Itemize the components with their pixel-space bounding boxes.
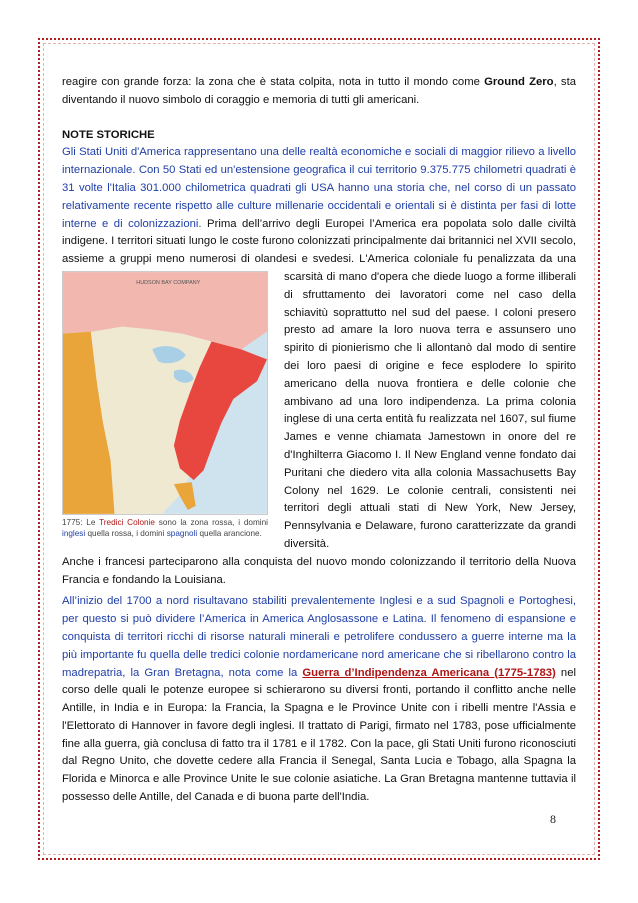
intro-paragraph (62, 74, 576, 110)
page-number: 8 (550, 812, 556, 826)
caption-blue: inglesi (62, 528, 86, 538)
french-paragraph: Anche i francesi parteciparono alla conquista del nuovo mondo colonizzando il territorio della Nuova Francia e fondando la Louisiana. (62, 555, 576, 586)
notes-black-text: Prima dell’arrivo degli Europei l’America era popolata solo dalle civiltà indigene. I territori situati lungo le coste furono colonizzati principalmente dai britannici nel XVII secolo, assieme a gruppi meno numerosi di olandesi e svedesi. L'America coloniale fu penalizzata da una scarsità di mano d'opera che diede luogo a (62, 217, 576, 283)
map-caption (62, 517, 268, 539)
caption-mid-1: sono la zona rossa, i domini (154, 517, 268, 527)
notes-black-text-cont: forme illiberali di sfruttamento dei lavoratori come nel caso della schiavitù soprattutto nel sud del paese. I coloni presero presto ad amare la loro nuova terra e assunsero uno spirito di pionierismo che li allontanò dal modo di sentire dei loro paesi di origine e fece esplodere lo spirito americano della nuova frontiera e delle colonie che ambivano ad una loro indipendenza. La prima colonia inglese di una certa entità fu realizzata nel 1607, sul fiume James e venne chiamata Jamestown in onore del re d'Inghilterra Giacomo I. Il New England venne fondato dai Puritani che diedero vita alla colonia Massachusetts Bay Colony nel 1629. Le colonie centrali, consistenti nei territori degli attuali stati di New York, New Jersey, Pennsylvania e Delaware, furono caratterizzate da grandi diversità. (284, 270, 577, 550)
map-figure (62, 271, 268, 539)
notes-block (62, 144, 576, 589)
caption-spagnoli: spagnoli (166, 528, 198, 538)
ground-zero-term: Ground Zero (484, 76, 554, 88)
notes-blue-text: Gli Stati Uniti d'America rappresentano una delle realtà economiche e sociali di maggior rilievo a livello internazionale. Con 50 Stati ed un'estensione geografica il cui territorio 9.375.775 chilometri quadrati è 31 volte l'Italia 301.000 chilometrica quadrati gli USA hanno una storia che, nel corso di un passato relativamente recente rispetto alle culture millenarie occidentali e orientali si è distinta per fasi di lotte interne e di colonizzazioni. (62, 146, 576, 230)
war-term: Guerra d’Indipendenza Americana (1775-1783) (302, 666, 556, 679)
caption-mid-2: quella rossa, i domini (85, 528, 167, 538)
caption-red: Tredici Colonie (99, 517, 155, 527)
caption-prefix: 1775: Le (62, 517, 100, 527)
section-title: NOTE STORICHE (62, 128, 155, 141)
intro-text-end: , sta diventando il nuovo simbolo di coraggio e memoria di tutti gli americani. (62, 76, 577, 106)
caption-suffix: quella arancione. (197, 528, 262, 538)
thirteen-colonies-map (62, 271, 268, 515)
final-black-text: nel corso delle quali le potenze europee si schierarono su diversi fronti, portando il conflitto anche nelle Antille, in India e in Europa: la Francia, la Spagna e le Province Unite con i ribelli mentre l'Assia e l'Elettorato di Hannover in favore degli inglesi. Il trattato di Parigi, firmato nel 1783, pose ufficialmente fine alla guerra, già conclusa di fatto tra il 1781 e il 1782. Con la pace, gli Stati Uniti furono riconosciuti dal Regno Unito, che dovette cedere alla Francia il Senegal, Santa Lucia e Tobago, alla Spagna la Florida e Minorca e alle Province Unite le sue colonie asiatiche. La Gran Bretagna mantenne tuttavia il possesso delle Antille, del Canada e di buona parte dell'India. (62, 666, 576, 804)
final-blue-text: All’inizio del 1700 a nord risultavano stabiliti prevalentemente Inglesi e a sud Spagnoli e Portoghesi, per questo si può dividere l’America in America Anglosassone e Latina. Il fenomeno di espansione e conquista di territori ricchi di risorse naturali minerali e petrolifere condussero a guerre interne ma la più importante fu quella delle tredici colonie nordamericane nord americane che si ribellarono contro la madrepatria, la Gran Bretagna, nota come la (62, 595, 576, 679)
map-label-top: HUDSON BAY COMPANY (136, 280, 201, 287)
intro-text: reagire con grande forza: la zona che è stata colpita, nota in tutto il mondo come (62, 76, 485, 88)
notes-paragraph (62, 144, 576, 553)
final-paragraph (62, 593, 576, 807)
page-content (62, 74, 576, 807)
